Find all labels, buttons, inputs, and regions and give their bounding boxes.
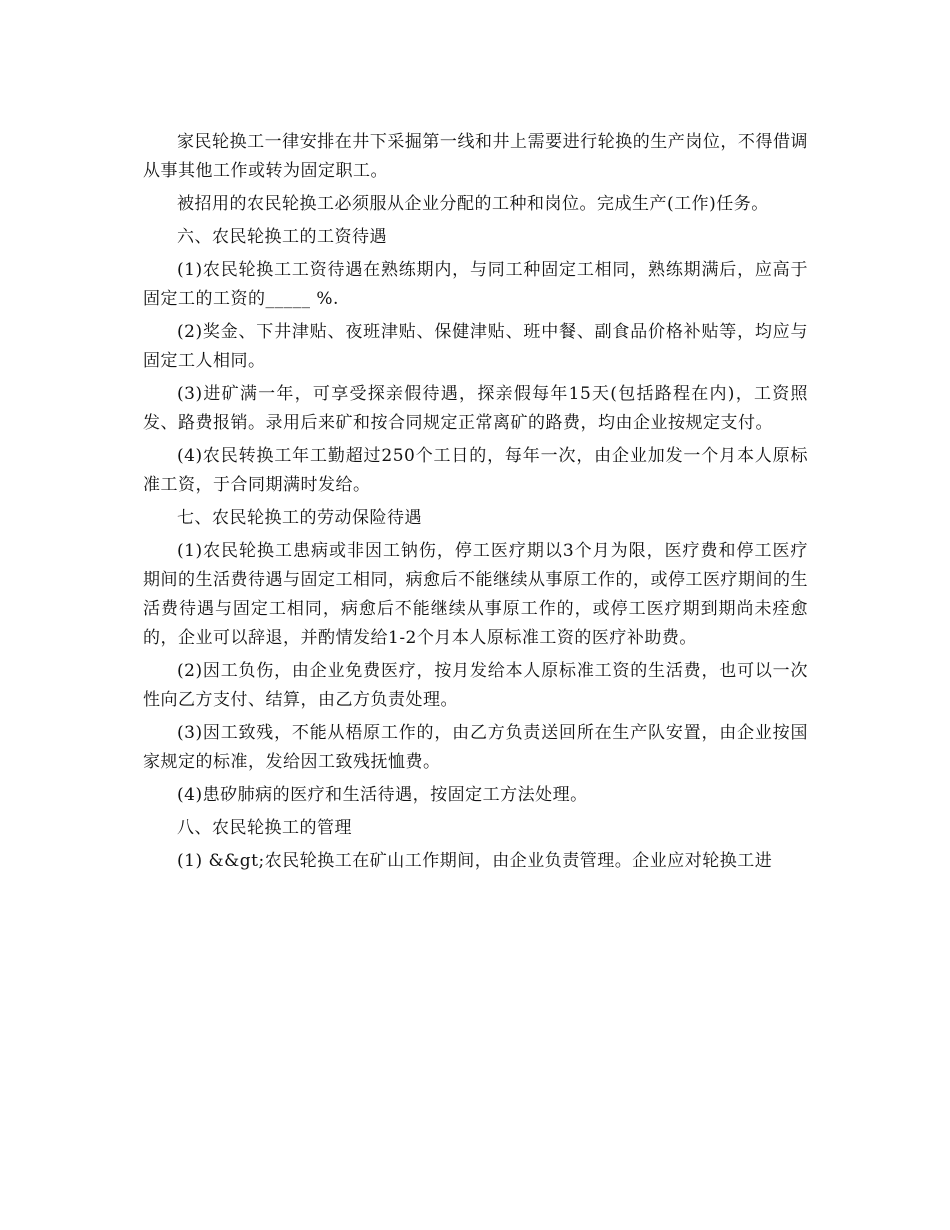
heading-section-7: 七、农民轮换工的劳动保险待遇 <box>177 508 422 528</box>
paragraph-obey-assignment: 被招用的农民轮换工必须服从企业分配的工种和岗位。完成生产(工作)任务。 <box>177 194 769 214</box>
paragraph-wage-2: (2)奖金、下井津贴、夜班津贴、保健津贴、班中餐、副食品价格补贴等，均应与固定工人相同。 <box>143 322 808 371</box>
paragraph-assignment: 家民轮换工一律安排在井下采掘第一线和井上需要进行轮换的生产岗位，不得借调从事其他工作或转为固定职工。 <box>143 132 808 181</box>
paragraph-wage-4: (4)农民转换工年工勤超过250个工日的，每年一次，由企业加发一个月本人原标准工资，于合同期满时发给。 <box>143 446 808 495</box>
paragraph-insurance-3: (3)因工致残，不能从梧原工作的，由乙方负责送回所在生产队安置，由企业按国家规定的标准，发给因工致残抚恤费。 <box>143 723 808 772</box>
paragraph-insurance-4: (4)患矽肺病的医疗和生活待遇，按固定工方法处理。 <box>177 785 588 805</box>
heading-section-6: 六、农民轮换工的工资待遇 <box>177 227 387 247</box>
paragraph-wage-1: (1)农民轮换工工资待遇在熟练期内，与同工种固定工相同，熟练期满后，应高于固定工的工资的_____ %. <box>143 260 808 309</box>
heading-section-8: 八、农民轮换工的管理 <box>177 818 352 838</box>
paragraph-wage-3: (3)进矿满一年，可享受探亲假待遇，探亲假每年15天(包括路程在内)，工资照发、路费报销。录用后来矿和按合同规定正常离矿的路费，均由企业按规定支付。 <box>143 384 808 433</box>
document-page <box>143 128 808 880</box>
paragraph-insurance-1: (1)农民轮换工患病或非因工钠伤，停工医疗期以3个月为限，医疗费和停工医疗期间的生活费待遇与固定工相同，病愈后不能继续从事原工作的，或停工医疗期间的生活费待遇与固定工相同，病愈后不能继续从事原工作的，或停工医疗期到期尚未痊愈的，企业可以辞退，并酌情发给1-2个月本人原标准工资的医疗补助费。 <box>143 541 808 648</box>
paragraph-management-1: (1) &&gt;农民轮换工在矿山工作期间，由企业负责管理。企业应对轮换工进 <box>177 851 773 871</box>
paragraph-insurance-2: (2)因工负伤，由企业免费医疗，按月发给本人原标准工资的生活费，也可以一次性向乙方支付、结算，由乙方负责处理。 <box>143 661 808 710</box>
